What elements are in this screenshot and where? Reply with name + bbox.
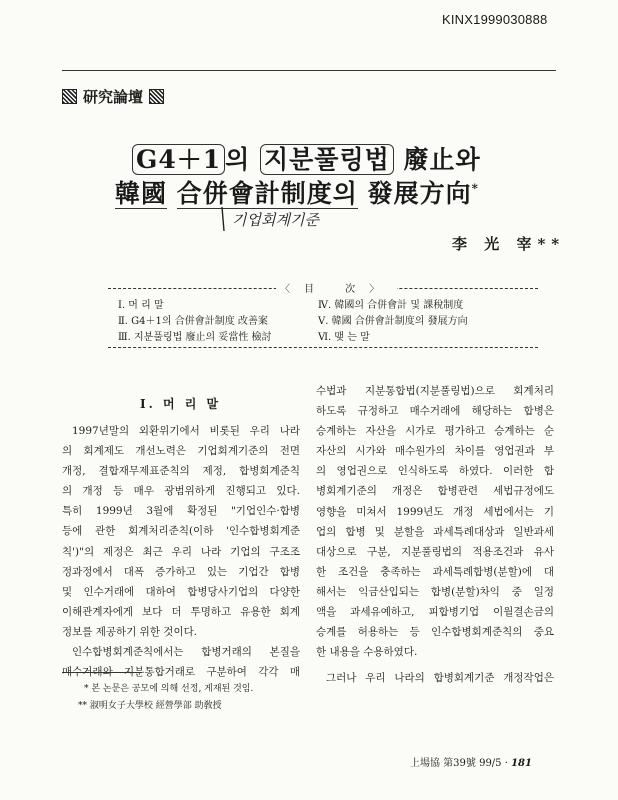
title-korea: 韓國 xyxy=(115,179,168,208)
body-line: 특히 1999년 3월에 확정된 "기업인수·합병 xyxy=(62,505,300,518)
top-rule xyxy=(62,70,556,71)
body-line: 영향을 미쳐서 1999년도 개정 세법에서는 기 xyxy=(316,505,554,518)
toc-item: Ⅲ. 지분풀링법 廢止의 妥當性 檢討 xyxy=(118,332,272,343)
page-number: 181 xyxy=(511,758,532,769)
body-line: 칙')"의 제정은 최근 우리 나라 기업의 구조조 xyxy=(62,545,300,558)
author: 李 光 宰** xyxy=(452,235,566,253)
right-column xyxy=(316,381,554,688)
title-particle: 의 xyxy=(225,145,260,174)
section-header xyxy=(62,86,164,107)
page-footer xyxy=(410,754,532,769)
toc-item: Ⅱ. G4＋1의 合併會計制度 改善案 xyxy=(118,316,268,327)
body-line: 한 조건을 충족하는 과세특례합병(분할)에 대 xyxy=(316,565,554,578)
body-line: 자산의 시가와 매수원가의 차이를 영업권과 부 xyxy=(316,445,554,458)
body-line: 매수거래와 지분통합거래로 구분하여 각각 매 xyxy=(62,666,300,679)
body-line: 수법과 지분통합법(지분풀링법)으로 회계처리 xyxy=(316,385,554,397)
toc-item: Ⅴ. 韓國 合併會計制度의 發展方向 xyxy=(318,316,468,327)
body-line: 대상으로 구분, 지분풀링법의 적용조건과 유사 xyxy=(316,545,554,558)
body-line: 의 영업권으로 인식하도록 하였다. 이러한 합 xyxy=(316,465,554,478)
body-line: 승계하는 자산을 시가로 평가하고 승계하는 순 xyxy=(316,425,554,438)
title-footnote-mark: * xyxy=(471,181,479,196)
title-line-1 xyxy=(132,140,481,176)
body-line: 액을 과세유예하고, 피합병기업 이월결손금의 xyxy=(316,606,554,619)
section-square-icon xyxy=(149,89,164,104)
title-pooling-highlight: 지분풀링법 xyxy=(260,144,394,175)
journal-info: 上場協 第39號 99/5 · xyxy=(410,758,508,769)
body-line: 등에 관한 회계처리준칙(이하 '인수합병회계준 xyxy=(62,525,300,538)
section-1-heading: Ⅰ. 머 리 말 xyxy=(140,397,222,411)
body-line: 개정, 결합재무제표준칙의 제정, 합병회계준칙 xyxy=(62,465,300,478)
body-line: 정보를 제공하기 위한 것이다. xyxy=(62,625,198,638)
body-line: 하도록 규정하고 매수거래에 해당하는 합병은 xyxy=(316,405,554,418)
toc-item: Ⅰ. 머 리 말 xyxy=(118,300,164,311)
body-line: 병회계기준의 개정은 합병관련 세법규정에도 xyxy=(316,485,554,498)
body-line: 인수합병회계준칙에서는 합병거래의 본질을 xyxy=(72,646,300,659)
left-column xyxy=(62,421,300,682)
body-line: 의 개정 등 매우 광범위하게 진행되고 있다. xyxy=(62,485,300,498)
body-line: 한 내용을 수용하였다. xyxy=(316,646,418,659)
title-g4-highlight: G4＋1 xyxy=(132,144,225,175)
title-abolition: 廢止와 xyxy=(393,145,481,174)
title-merger-accounting: 合併會計制度의 xyxy=(176,179,358,208)
body-line: 그러나 우리 나라의 합병회계기준 개정작업은 xyxy=(326,672,554,685)
body-line: 정과정에서 대폭 증가하고 있는 기업간 합병 xyxy=(62,565,300,578)
body-line: 및 인수거래에 대하여 합병당사기업의 다양한 xyxy=(62,585,300,598)
footnote-rule xyxy=(62,672,142,673)
toc-item: Ⅳ. 韓國의 合併會計 및 課稅制度 xyxy=(318,300,464,311)
toc-item: Ⅵ. 맺 는 말 xyxy=(318,332,370,343)
toc-label: 〈目 次〉 xyxy=(276,280,397,295)
document-id: KINX1999030888 xyxy=(442,12,548,27)
body-line: 승계를 허용하는 등 인수합병회계준칙의 중요 xyxy=(316,626,554,639)
handwritten-annotation xyxy=(218,203,346,235)
body-line: 1997년말의 외환위기에서 비롯된 우리 나라 xyxy=(72,425,300,437)
title-direction: 發展方向 xyxy=(357,179,472,208)
footnote: * 본 논문은 공모에 의해 선정, 게재된 것임. xyxy=(84,684,254,694)
section-square-icon xyxy=(62,89,77,104)
body-line: 이해관계자에게 보다 더 투명하고 유용한 회계 xyxy=(62,605,300,618)
handwritten-note: 기업회계기준 xyxy=(232,211,319,229)
body-line: 업의 합병 및 분할을 과세특례대상과 일반과세 xyxy=(316,525,554,538)
section-label: 研究論壇 xyxy=(83,88,144,106)
footnote: ** 淑明女子大學校 經營學部 助敎授 xyxy=(78,701,222,711)
body-line: 해서는 익금산입되는 합병(분할)차익 중 일정 xyxy=(316,585,554,598)
body-line: 의 회계제도 개선노력은 기업회계기준의 전면 xyxy=(62,445,300,458)
